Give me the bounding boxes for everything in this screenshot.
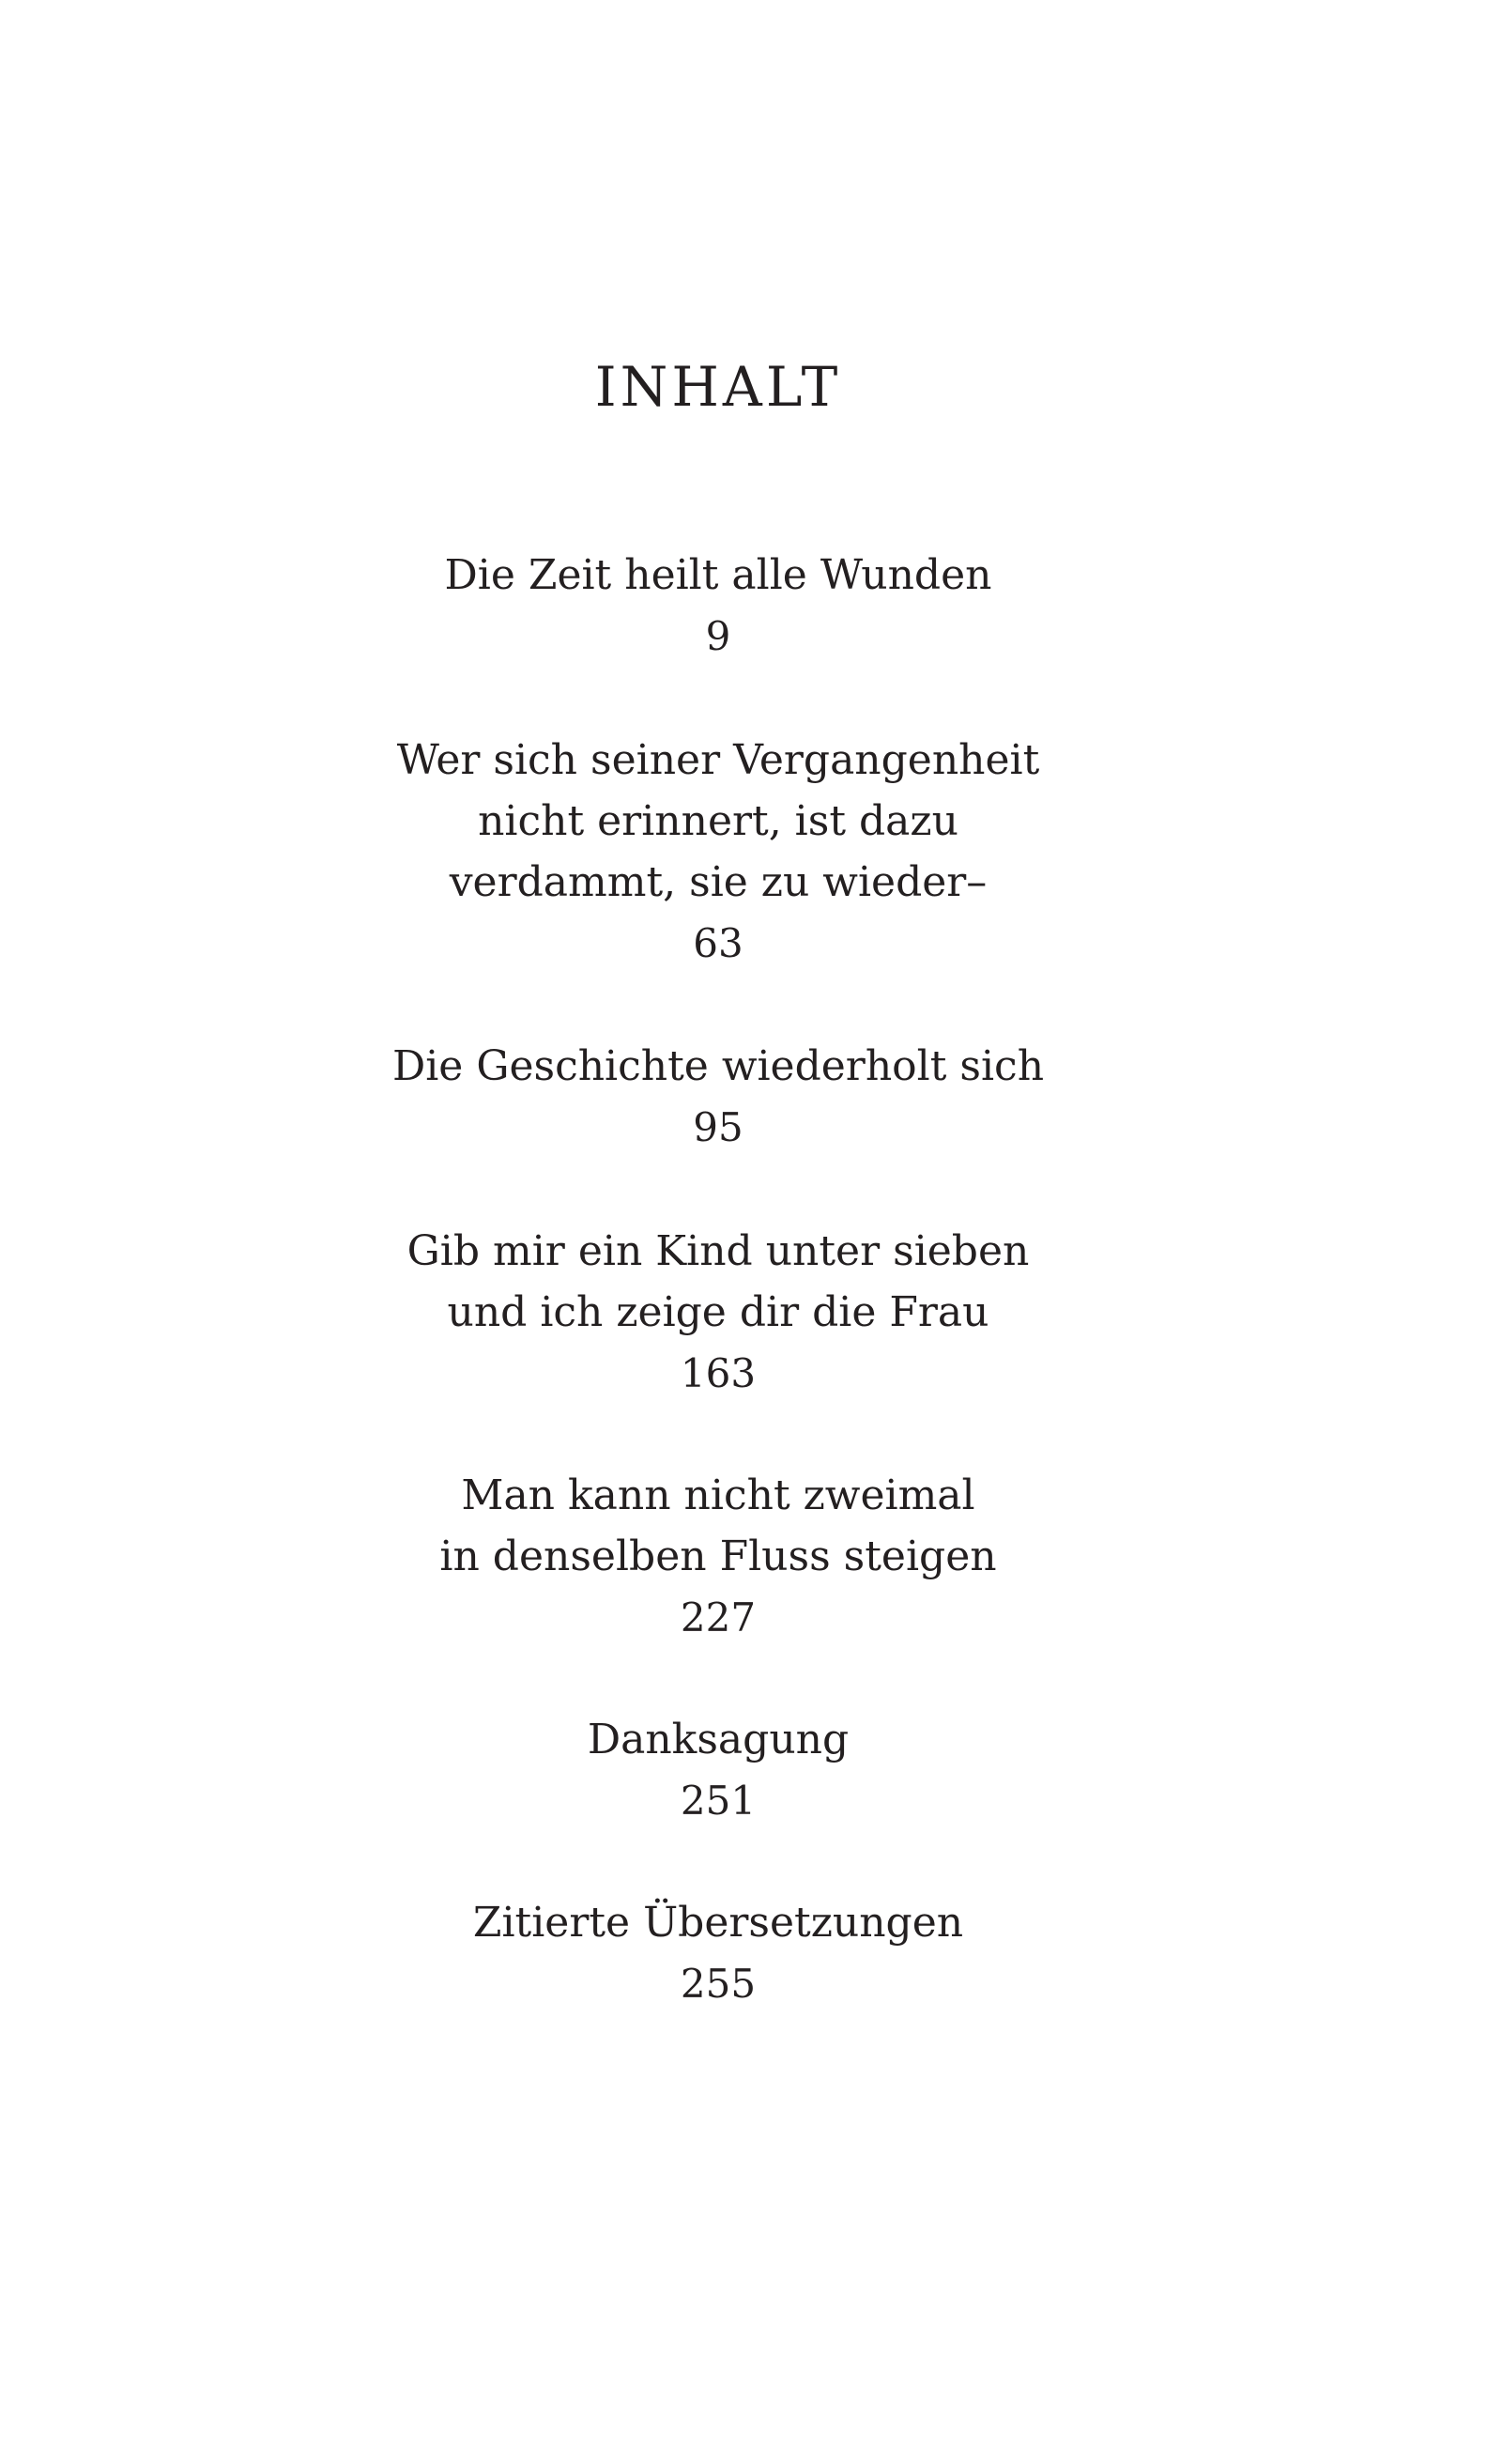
toc-entry-page-number: 227 [680, 1594, 757, 1640]
toc-entry-page-number: 9 [705, 613, 731, 659]
toc-entry-title-line: und ich zeige dir die Frau [447, 1288, 989, 1336]
toc-entry [0, 1036, 1436, 1158]
toc-entry [0, 1709, 1436, 1831]
toc-entry-page-number: 255 [680, 1961, 757, 2007]
toc-entry [0, 730, 1436, 974]
toc-title: INHALT [594, 355, 842, 419]
toc-entry [0, 1221, 1436, 1404]
toc-entry-page-number: 63 [693, 920, 743, 966]
toc-entry-title-line: Danksagung [587, 1716, 850, 1763]
toc-entry-title-line: verdammt, sie zu wieder– [449, 858, 988, 906]
toc-entry [0, 1465, 1436, 1648]
toc-entry-page-number: 163 [680, 1350, 757, 1396]
toc-entry-page-number: 251 [680, 1778, 757, 1824]
toc-entry-title-line: Die Zeit heilt alle Wunden [444, 551, 992, 599]
toc-entry-page-number: 95 [693, 1104, 743, 1150]
toc-entry-title-line: Zitierte Übersetzungen [472, 1899, 964, 1947]
toc-entry-title-line: Die Geschichte wiederholt sich [391, 1042, 1045, 1090]
toc-entry [0, 545, 1436, 667]
toc-entry-title-line: Wer sich seiner Vergangenheit [396, 736, 1040, 784]
toc-entry-title-line: in denselben Fluss steigen [439, 1532, 997, 1580]
toc-entry [0, 1892, 1436, 2014]
toc-entry-title-line: Gib mir ein Kind unter sieben [406, 1227, 1030, 1275]
toc-entry-title-line: nicht erinnert, ist dazu [478, 797, 958, 845]
toc-entry-title-line: Man kann nicht zweimal [461, 1471, 975, 1519]
